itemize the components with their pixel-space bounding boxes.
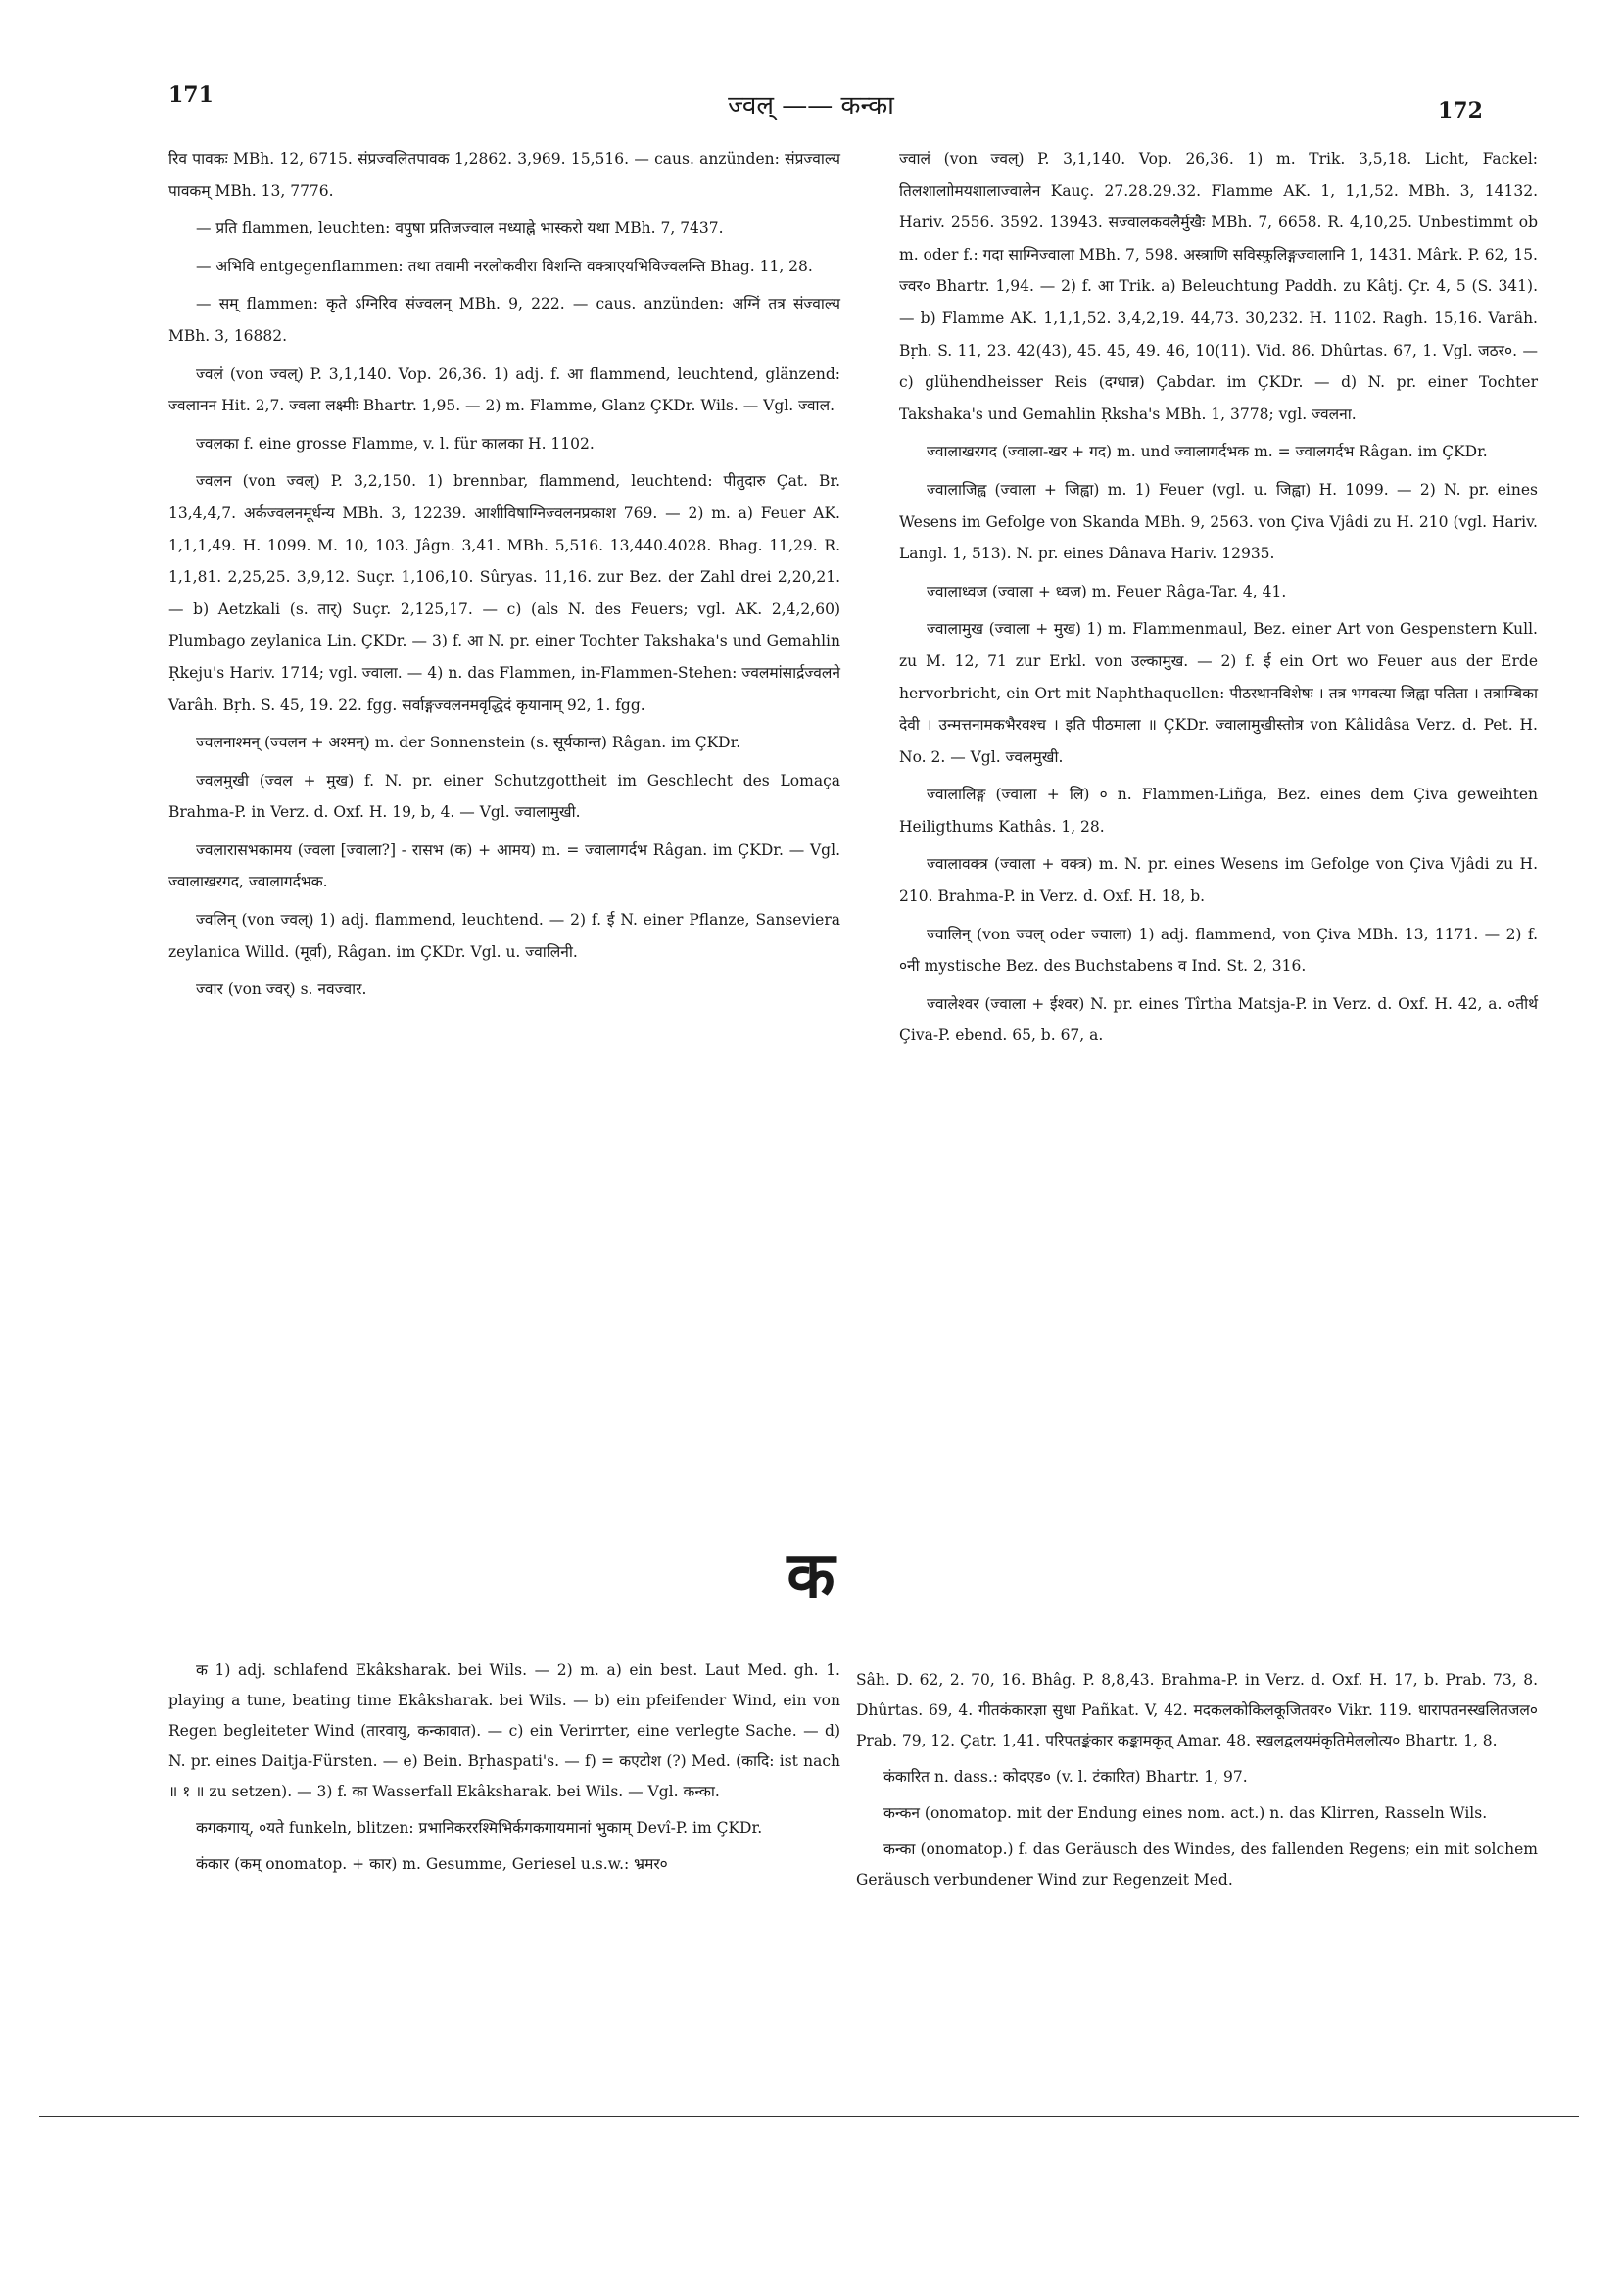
dictionary-entry: — अभिवि entgegenflammen: तथा तवामी नरलोकवीरा विशन्ति वक्त्राएयभिविज्वलन्ति Bhag. 11, 28.	[196, 257, 813, 275]
dictionary-entry: ज्वलिन् (von ज्वल्) 1) adj. flammend, leuchtend. — 2) f. ई N. einer Pflanze, Sanseviera zeylanica Willd. (मूर्वा), Râgan. im ÇKDr. Vgl. u. ज्वालिनी.	[168, 911, 840, 961]
right-column	[899, 143, 1538, 1058]
dictionary-entry: ज्वलमुखी (ज्वल + मुख) f. N. pr. einer Schutzgottheit im Geschlecht des Lomaça Brahma-P. in Verz. d. Oxf. H. 19, b, 4. — Vgl. ज्वालामुखी.	[168, 771, 840, 822]
dictionary-entry: ज्वलन (von ज्वल्) P. 3,2,150. 1) brennbar, flammend, leuchtend: पीतुदारु Çat. Br. 13,4,4,7. अर्कज्वलनमूर्धन्य MBh. 3, 12239. आशीविषाग्निज्वलनप्रकाश 769. — 2) m. a) Feuer AK. 1,1,1,49. H. 1099. M. 10, 103. Jâgn. 3,41. MBh. 5,516. 13,440.4028. Bhag. 11,29. R. 1,1,81. 2,25,25. 3,9,12. Suçr. 1,106,10. Sûryas. 11,16. zur Bez. der Zahl drei 2,20,21. — b) Aetzkali (s. तार्) Suçr. 2,125,17. — c) (als N. des Feuers; vgl. AK. 2,4,2,60) Plumbago zeylanica Lin. ÇKDr. — 3) f. आ N. pr. einer Tochter Takshaka's und Gemahlin Ṛkeju's Hariv. 1714; vgl. ज्वाला. — 4) n. das Flammen, in-Flammen-Stehen: ज्वलमांसार्द्रज्वलने Varâh. Bṛh. S. 45, 19. 22. fgg. सर्वाङ्गज्वलनमवृद्धिदं कृयानाम् 92, 1. fgg.	[168, 472, 840, 714]
page-number-left: 171	[168, 82, 214, 108]
dictionary-entry: ज्वलनाश्मन् (ज्वलन + अश्मन्) m. der Sonnenstein (s. सूर्यकान्त) Râgan. im ÇKDr.	[196, 734, 741, 752]
dictionary-entry: ज्वालालिङ्ग (ज्वाला + लि) ० n. Flammen-Liñga, Bez. eines dem Çiva geweihten Heiligthums Kathâs. 1, 28.	[899, 786, 1538, 836]
dictionary-entry: क 1) adj. schlafend Ekâksharak. bei Wils. — 2) m. a) ein best. Laut Med. gh. 1. playing a tune, beating time Ekâksharak. bei Wils. — b) ein pfeifender Wind, ein von Regen begleiteter Wind (तारवायु, कन्कावात). — c) ein Verirrter, eine verlegte Sache. — d) N. pr. eines Daitja-Fürsten. — e) Bein. Bṛhaspati's. — f) = कएटोश (?) Med. (कादि: ist nach ॥ १ ॥ zu setzen). — 3) f. का Wasserfall Ekâksharak. bei Wils. — Vgl. कन्का.	[168, 1661, 840, 1800]
page-number-right: 172	[1438, 98, 1483, 123]
dictionary-entry: ज्वालं (von ज्वल्) P. 3,1,140. Vop. 26,36. 1) m. Trik. 3,5,18. Licht, Fackel: तिलशालाोमयशालाज्वालेन Kauç. 27.28.29.32. Flamme AK. 1, 1,1,52. MBh. 3, 14132. Hariv. 2556. 3592. 13943. सज्वालकवलैर्मुखैः MBh. 7, 6658. R. 4,10,25. Unbestimmt ob m. oder f.: गदा साग्निज्वाला MBh. 7, 598. अस्त्राणि सविस्फुलिङ्गज्वालानि 1, 1431. Mârk. P. 62, 15. ज्वर० Bhartr. 1,94. — 2) f. आ Trik. a) Beleuchtung Paddh. zu Kâtj. Çr. 4, 5 (S. 341). — b) Flamme AK. 1,1,1,52. 3,4,2,19. 44,73. 30,232. H. 1102. Ragh. 15,16. Varâh. Bṛh. S. 11, 23. 42(43), 45. 45, 49. 46, 10(11). Vid. 86. Dhûrtas. 67, 1. Vgl. जठर०. — c) glühendheisser Reis (दग्धान्न) Çabdar. im ÇKDr. — d) N. pr. einer Tochter Takshaka's und Gemahlin Ṛksha's MBh. 1, 3778; vgl. ज्वलना.	[899, 150, 1538, 423]
dictionary-entry: रिव पावकः MBh. 12, 6715. संप्रज्वलितपावक 1,2862. 3,969. 15,516. — caus. anzünden: संप्रज्वाल्य पावकम् MBh. 13, 7776.	[168, 150, 840, 200]
dictionary-entry: ज्वलारासभकामय (ज्वला [ज्वाला?] - रासभ (क) + आमय) m. = ज्वालागर्दभ Râgan. im ÇKDr. — Vgl. ज्वालाखरगद, ज्वालागर्दभक.	[168, 840, 840, 891]
running-head: ज्वल् —— कन्का	[728, 91, 894, 120]
dictionary-entry: ज्वालाजिह्व (ज्वाला + जिह्वा) m. 1) Feuer (vgl. u. जिह्वा) H. 1099. — 2) N. pr. eines Wesens im Gefolge von Skanda MBh. 9, 2563. von Çiva Vjâdi zu H. 210 (vgl. Hariv. Langl. 1, 513). N. pr. eines Dânava Hariv. 12935.	[899, 480, 1538, 563]
section-right-column	[856, 1665, 1538, 1901]
dictionary-entry: कन्कन (onomatop. mit der Endung eines nom. act.) n. das Klirren, Rasseln Wils.	[883, 1804, 1488, 1822]
section-left-column	[168, 1655, 840, 1886]
dictionary-entry: कगकगाय्, ०यते funkeln, blitzen: प्रभानिकररश्मिभिर्कगकगायमानां भुकाम् Devî-P. im ÇKDr.	[196, 1819, 763, 1837]
dictionary-entry: — सम् flammen: कृते ऽग्निरिव संज्वलन् MBh. 9, 222. — caus. anzünden: अग्निं तत्र संज्वाल्य MBh. 3, 16882.	[168, 295, 840, 345]
dictionary-entry: ज्वालाध्वज (ज्वाला + ध्वज) m. Feuer Râga-Tar. 4, 41.	[927, 582, 1287, 600]
left-column	[168, 143, 840, 1012]
dictionary-entry: कंकारित n. dass.: कोदएड० (v. l. टंकारित) Bhartr. 1, 97.	[883, 1768, 1248, 1786]
dictionary-entry: ज्वालामुख (ज्वाला + मुख) 1) m. Flammenmaul, Bez. einer Art von Gespenstern Kull. zu M. 12, 71 zur Erkl. von उल्कामुख. — 2) f. ई ein Ort wo Feuer aus der Erde hervorbricht, ein Ort mit Naphthaquellen: पीठस्थानविशेषः । तत्र भगवत्या जिह्वा पतिता । तत्राम्बिका देवी । उन्मत्तनामकभैरवश्च । इति पीठमाला ॥ ÇKDr. ज्वालामुखीस्तोत्र von Kâlidâsa Verz. d. Pet. H. No. 2. — Vgl. ज्वलमुखी.	[899, 620, 1538, 766]
dictionary-entry: ज्वलं (von ज्वल्) P. 3,1,140. Vop. 26,36. 1) adj. f. आ flammend, leuchtend, glänzend: ज्वलानन Hit. 2,7. ज्वला लक्ष्मीः Bhartr. 1,95. — 2) m. Flamme, Glanz ÇKDr. Wils. — Vgl. ज्वाल.	[168, 364, 840, 415]
dictionary-entry: ज्वार (von ज्वर्) s. नवज्वार.	[196, 981, 367, 999]
footer-rule	[39, 2116, 1579, 2117]
dictionary-entry: ज्वालावक्त्र (ज्वाला + वक्त्र) m. N. pr. eines Wesens im Gefolge von Çiva Vjâdi zu H. 210. Brahma-P. in Verz. d. Oxf. H. 18, b.	[899, 855, 1538, 906]
dictionary-entry: — प्रति flammen, leuchten: वपुषा प्रतिजज्वाल मध्याह्ने भास्करो यथा MBh. 7, 7437.	[196, 219, 724, 238]
section-letter-heading: क	[787, 1539, 835, 1612]
dictionary-entry: ज्वालाखरगद (ज्वाला-खर + गद) m. und ज्वालागर्दभक m. = ज्वालगर्दभ Râgan. im ÇKDr.	[927, 443, 1488, 461]
dictionary-entry: Sâh. D. 62, 2. 70, 16. Bhâg. P. 8,8,43. Brahma-P. in Verz. d. Oxf. H. 17, b. Prab. 73, 8. Dhûrtas. 69, 4. गीतकंकारज्ञा सुधा Pañkat. V, 42. मदकलकोकिलकूजितवर० Vikr. 119. धारापतनस्खलितजल० Prab. 79, 12. Çatr. 1,41. परिपतङ्कंकार कङ्कामकृत् Amar. 48. स्खलद्वलयमंकृतिमेललोत्य० Bhartr. 1, 8.	[856, 1671, 1538, 1749]
dictionary-entry: कन्का (onomatop.) f. das Geräusch des Windes, des fallenden Regens; ein mit solchem Geräusch verbundener Wind zur Regenzeit Med.	[856, 1841, 1538, 1889]
dictionary-entry: ज्वलका f. eine grosse Flamme, v. l. für कालका H. 1102.	[196, 434, 595, 453]
dictionary-entry: कंकार (कम् onomatop. + कार) m. Gesumme, Geriesel u.s.w.: भ्रमर०	[196, 1855, 668, 1873]
dictionary-entry: ज्वालिन् (von ज्वल् oder ज्वाला) 1) adj. flammend, von Çiva MBh. 13, 1171. — 2) f. ०नी mystische Bez. des Buchstabens व Ind. St. 2, 316.	[899, 925, 1538, 976]
dictionary-entry: ज्वालेश्वर (ज्वाला + ईश्वर) N. pr. eines Tîrtha Matsja-P. in Verz. d. Oxf. H. 42, a. ०तीर्थ Çiva-P. ebend. 65, b. 67, a.	[899, 994, 1538, 1045]
